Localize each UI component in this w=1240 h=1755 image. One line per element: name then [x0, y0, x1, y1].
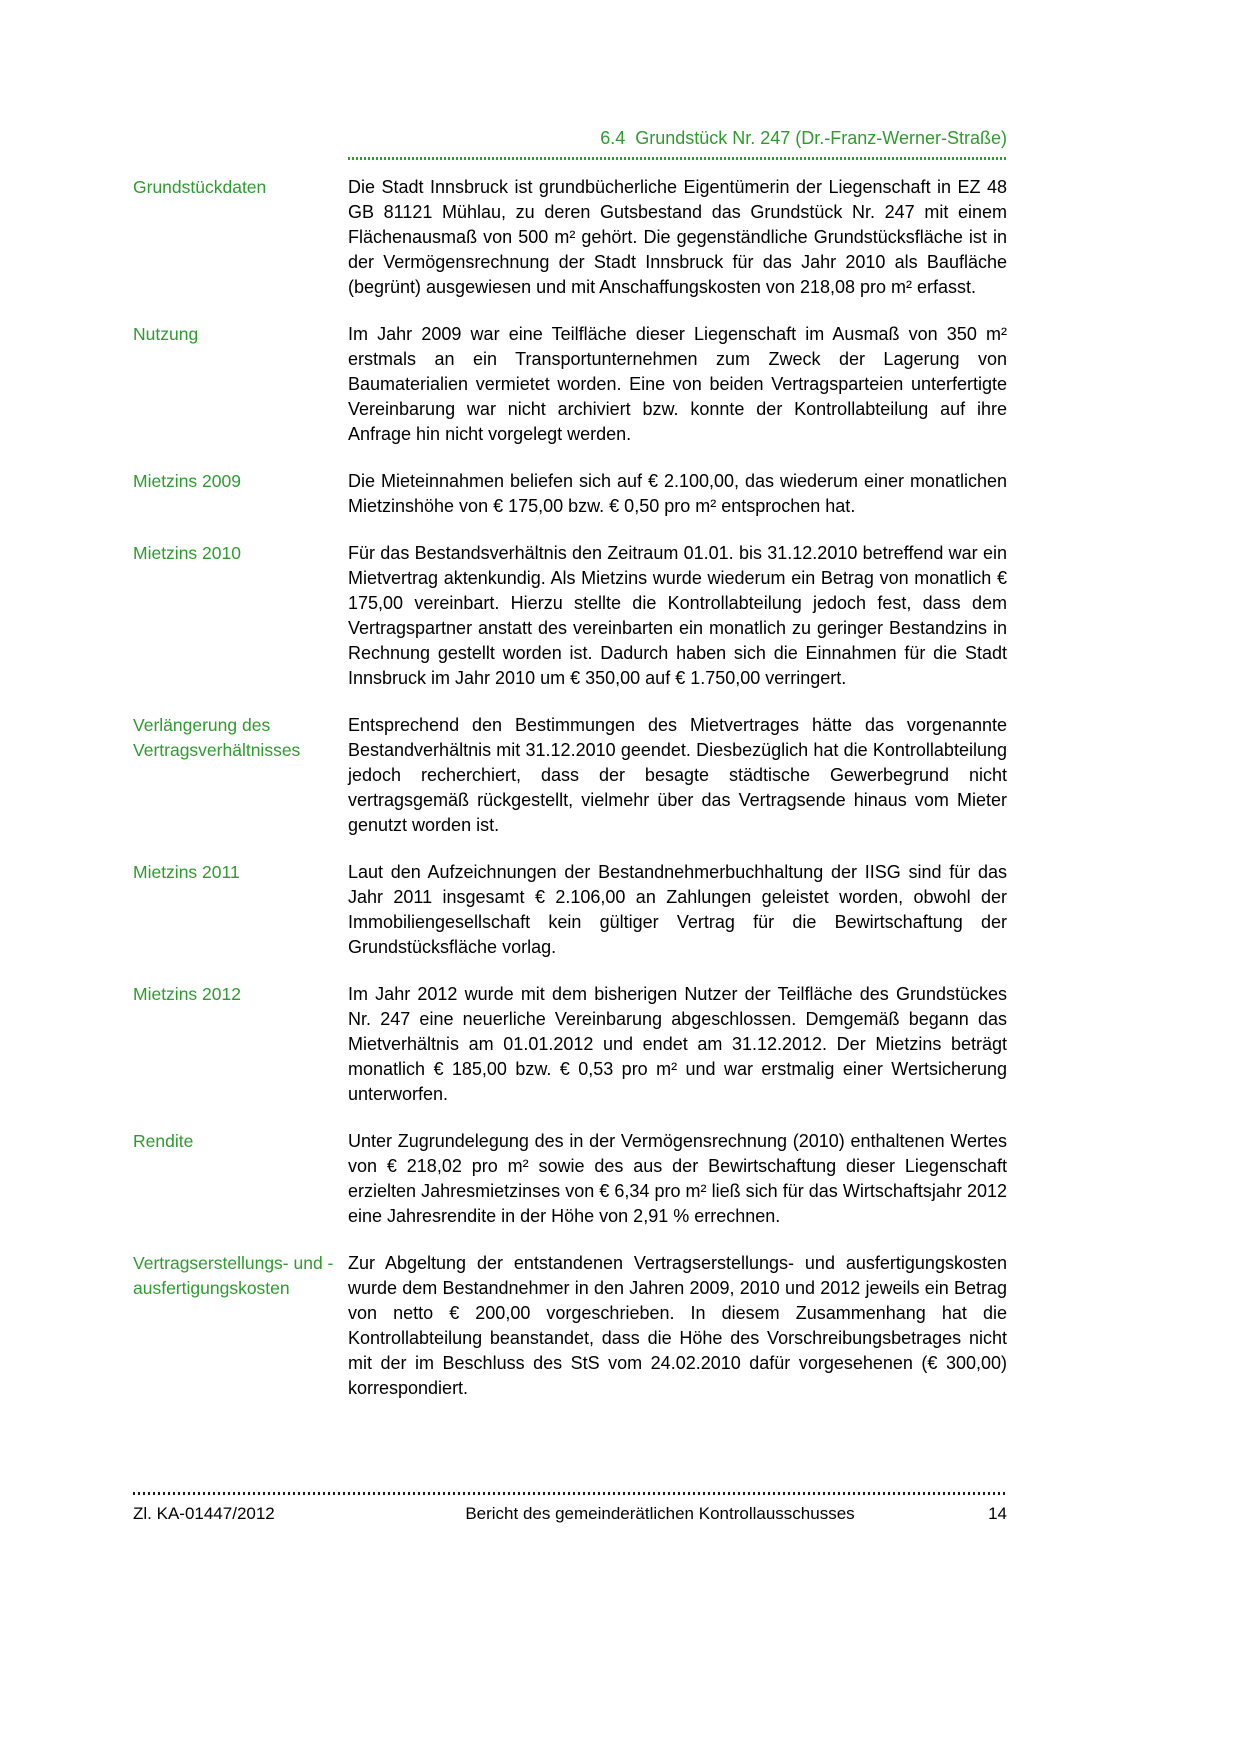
section-list [133, 175, 1007, 1401]
paragraph: Im Jahr 2012 wurde mit dem bisherigen Nutzer der Teilfläche des Grundstückes Nr. 247 eine neuerliche Vereinbarung abgeschlossen. Demgemäß begann das Mietverhältnis am 01.01.2012 und endet am 31.12.2012. Der Mietzins beträgt monatlich € 185,00 bzw. € 0,53 pro m² und war erstmalig einer Wertsicherung unterworfen. [348, 984, 1007, 1104]
paragraph: Unter Zugrundelegung des in der Vermögensrechnung (2010) enthaltenen Wertes von € 218,02 pro m² sowie des aus der Bewirtschaftung dieser Liegenschaft erzielten Jahresmietzinses von € 6,34 pro m² ließ sich für das Wirtschaftsjahr 2012 eine Jahresrendite in der Höhe von 2,91 % errechnen. [348, 1131, 1007, 1226]
section-heading: 6.4 Grundstück Nr. 247 (Dr.-Franz-Werner-Straße) [600, 128, 1007, 148]
section-row-mietzins-2012 [133, 982, 1007, 1107]
section-row-verlaengerung [133, 713, 1007, 838]
section-row-rendite [133, 1129, 1007, 1229]
paragraph: Im Jahr 2009 war eine Teilfläche dieser Liegenschaft im Ausmaß von 350 m² erstmals an ein Transportunternehmen zum Zweck der Lagerung von Baumaterialien vermietet worden. Eine von beiden Vertragsparteien unterfertigte Vereinbarung war nicht archiviert bzw. konnte der Kontrollabteilung auf ihre Anfrage hin nicht vorgelegt werden. [348, 324, 1007, 444]
margin-label: Nutzung [133, 324, 199, 344]
section-row-mietzins-2009 [133, 469, 1007, 519]
section-row-grundstueckdaten [133, 175, 1007, 300]
margin-label: Rendite [133, 1131, 194, 1151]
footer-reference-number: Zl. KA-01447/2012 [133, 1504, 275, 1523]
paragraph: Zur Abgeltung der entstandenen Vertragserstellungs- und ausfertigungskosten wurde dem Bestandnehmer in den Jahren 2009, 2010 und 2012 jeweils ein Betrag von netto € 200,00 vorgeschrieben. In diesem Zusammenhang hat die Kontrollabteilung beanstandet, dass die Höhe des Vorschreibungsbetrages nicht mit der im Beschluss des StS vom 24.02.2010 dafür vorgesehenen (€ 300,00) korrespondiert. [348, 1253, 1007, 1398]
paragraph: Entsprechend den Bestimmungen des Mietvertrages hätte das vorgenannte Bestandverhältnis mit 31.12.2010 geendet. Diesbezüglich hat die Kontrollabteilung jedoch recherchiert, dass der besagte städtische Gewerbegrund nicht vertragsgemäß rückgestellt, vielmehr über das Vertragsende hinaus vom Mieter genutzt worden ist. [348, 715, 1007, 835]
paragraph: Die Stadt Innsbruck ist grundbücherliche Eigentümerin der Liegenschaft in EZ 48 GB 81121 Mühlau, zu deren Gutsbestand das Grundstück Nr. 247 mit einem Flächenausmaß von 500 m² gehört. Die gegenständliche Grundstücksfläche ist in der Vermögensrechnung der Stadt Innsbruck für das Jahr 2010 als Baufläche (begrünt) ausgewiesen und mit Anschaffungskosten von 218,08 pro m² erfasst. [348, 177, 1007, 297]
margin-label: Mietzins 2010 [133, 543, 241, 563]
margin-label: Vertragserstellungs- und -ausfertigungskosten [133, 1253, 334, 1298]
paragraph: Die Mieteinnahmen beliefen sich auf € 2.100,00, das wiederum einer monatlichen Mietzinshöhe von € 175,00 bzw. € 0,50 pro m² entsprochen hat. [348, 471, 1007, 516]
section-row-mietzins-2010 [133, 541, 1007, 691]
footer-page-number: 14 [988, 1504, 1007, 1523]
section-row-vertragskosten [133, 1251, 1007, 1401]
paragraph: Laut den Aufzeichnungen der Bestandnehmerbuchhaltung der IISG sind für das Jahr 2011 insgesamt € 2.106,00 an Zahlungen geleistet worden, obwohl der Immobiliengesellschaft kein gültiger Vertrag für die Bewirtschaftung der Grundstücksfläche vorlag. [348, 862, 1007, 957]
section-row-mietzins-2011 [133, 860, 1007, 960]
margin-label: Mietzins 2012 [133, 984, 241, 1004]
margin-label: Mietzins 2009 [133, 471, 241, 491]
footer-document-title: Bericht des gemeinderätlichen Kontrollausschusses [465, 1504, 855, 1523]
page-footer [133, 1492, 1007, 1524]
margin-label: Mietzins 2011 [133, 862, 240, 882]
heading-divider [348, 157, 1007, 160]
footer-divider [133, 1492, 1007, 1495]
paragraph: Für das Bestandsverhältnis den Zeitraum 01.01. bis 31.12.2010 betreffend war ein Mietvertrag aktenkundig. Als Mietzins wurde wiederum ein Betrag von monatlich € 175,00 vereinbart. Hierzu stellte die Kontrollabteilung jedoch fest, dass dem Vertragspartner anstatt des vereinbarten ein monatlich zu geringer Bestandzins in Rechnung gestellt worden ist. Dadurch haben sich die Einnahmen für die Stadt Innsbruck im Jahr 2010 um € 350,00 auf € 1.750,00 verringert. [348, 543, 1007, 688]
section-row-nutzung [133, 322, 1007, 447]
margin-label: Grundstückdaten [133, 177, 267, 197]
footer-row [133, 1504, 1007, 1524]
margin-label: Verlängerung des Vertragsverhältnisses [133, 715, 301, 760]
document-content [133, 126, 1007, 1423]
